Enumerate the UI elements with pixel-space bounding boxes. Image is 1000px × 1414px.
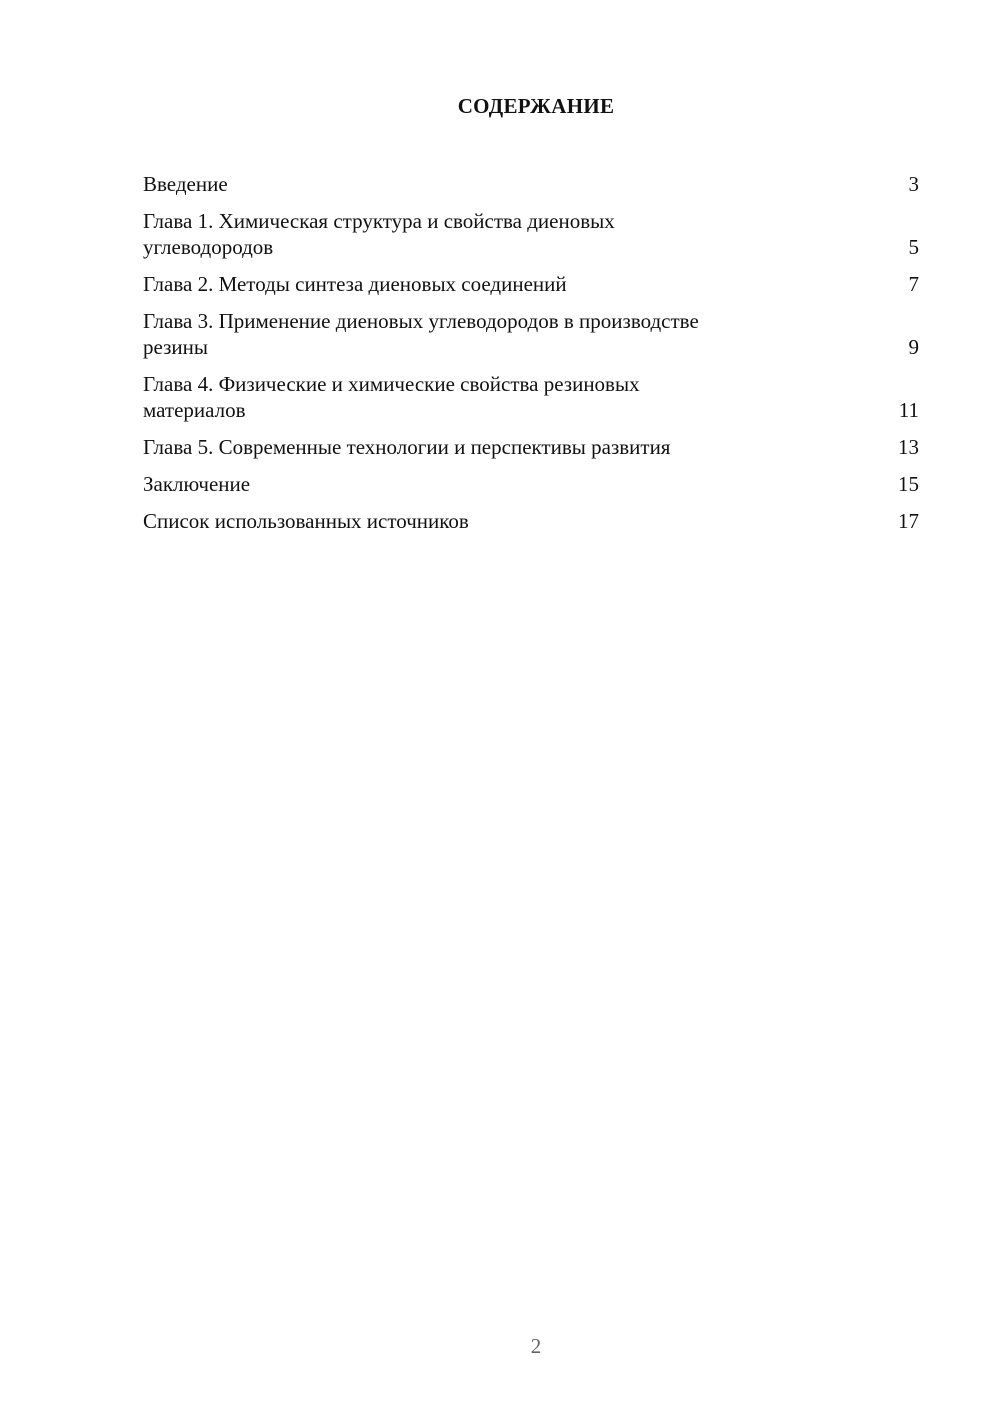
toc-entry-label: Глава 4. Физические и химические свойства резиновых материалов [143, 372, 640, 422]
toc-entry-page-number: 9 [908, 335, 919, 359]
toc-entry-page-number: 15 [898, 472, 919, 496]
page-title: СОДЕРЖАНИЕ [457, 94, 615, 118]
toc-entry-page-number: 7 [908, 272, 919, 296]
toc-entry-label: Глава 3. Применение диеновых углеводородов в производстве резины [143, 309, 699, 359]
toc-entry-label: Глава 5. Современные технологии и перспективы развития [143, 435, 671, 459]
toc-entry-page-number: 11 [898, 398, 919, 422]
toc-entry-chapter-3[interactable] [143, 308, 919, 360]
toc-entry-page-number: 5 [908, 235, 919, 259]
page-number: 2 [530, 1334, 542, 1358]
toc-entry-introduction[interactable] [143, 171, 919, 197]
toc-entry-label: Глава 2. Методы синтеза диеновых соединений [143, 272, 567, 296]
toc-entry-label: Список использованных источников [143, 509, 469, 533]
toc-entry-chapter-1[interactable] [143, 208, 919, 260]
toc-entry-page-number: 17 [898, 509, 919, 533]
table-of-contents [143, 171, 919, 545]
toc-entry-chapter-4[interactable] [143, 371, 919, 423]
toc-entry-page-number: 3 [908, 172, 919, 196]
toc-entry-conclusion[interactable] [143, 471, 919, 497]
toc-entry-chapter-5[interactable] [143, 434, 919, 460]
toc-entry-page-number: 13 [898, 435, 919, 459]
toc-entry-chapter-2[interactable] [143, 271, 919, 297]
toc-entry-label: Заключение [143, 472, 251, 496]
toc-entry-references[interactable] [143, 508, 919, 534]
toc-entry-label: Глава 1. Химическая структура и свойства диеновых углеводородов [143, 209, 615, 259]
toc-entry-label: Введение [143, 172, 228, 196]
